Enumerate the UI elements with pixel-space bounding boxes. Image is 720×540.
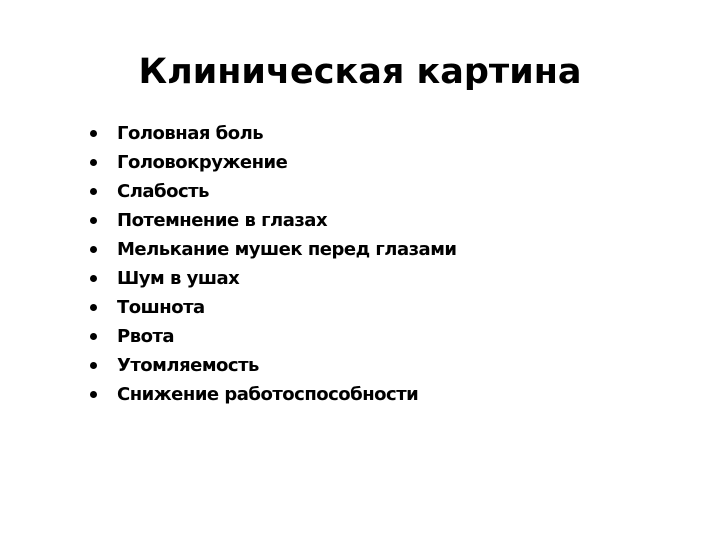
bullet-icon	[90, 188, 97, 195]
list-item-label: Снижение работоспособности	[117, 384, 419, 405]
list-item	[89, 351, 457, 380]
bullet-icon	[90, 391, 97, 398]
list-item	[89, 119, 457, 148]
list-item-label: Головокружение	[117, 152, 288, 173]
slide-title: Клиническая картина	[138, 52, 582, 92]
bullet-icon	[90, 275, 97, 282]
list-item-label: Шум в ушах	[117, 268, 240, 289]
bullet-icon	[90, 130, 97, 137]
list-item-label: Рвота	[117, 326, 175, 347]
list-item	[89, 206, 457, 235]
list-item	[89, 177, 457, 206]
list-item-label: Потемнение в глазах	[117, 210, 328, 231]
bullet-icon	[90, 217, 97, 224]
list-item-label: Утомляемость	[117, 355, 259, 376]
symptom-list	[89, 119, 457, 409]
list-item	[89, 293, 457, 322]
list-item	[89, 264, 457, 293]
list-item-label: Головная боль	[117, 123, 264, 144]
list-item	[89, 380, 457, 409]
bullet-icon	[90, 159, 97, 166]
bullet-icon	[90, 362, 97, 369]
bullet-icon	[90, 304, 97, 311]
bullet-icon	[90, 333, 97, 340]
list-item-label: Мелькание мушек перед глазами	[117, 239, 457, 260]
list-item-label: Слабость	[117, 181, 209, 202]
list-item-label: Тошнота	[117, 297, 205, 318]
list-item	[89, 148, 457, 177]
list-item	[89, 235, 457, 264]
bullet-icon	[90, 246, 97, 253]
list-item	[89, 322, 457, 351]
